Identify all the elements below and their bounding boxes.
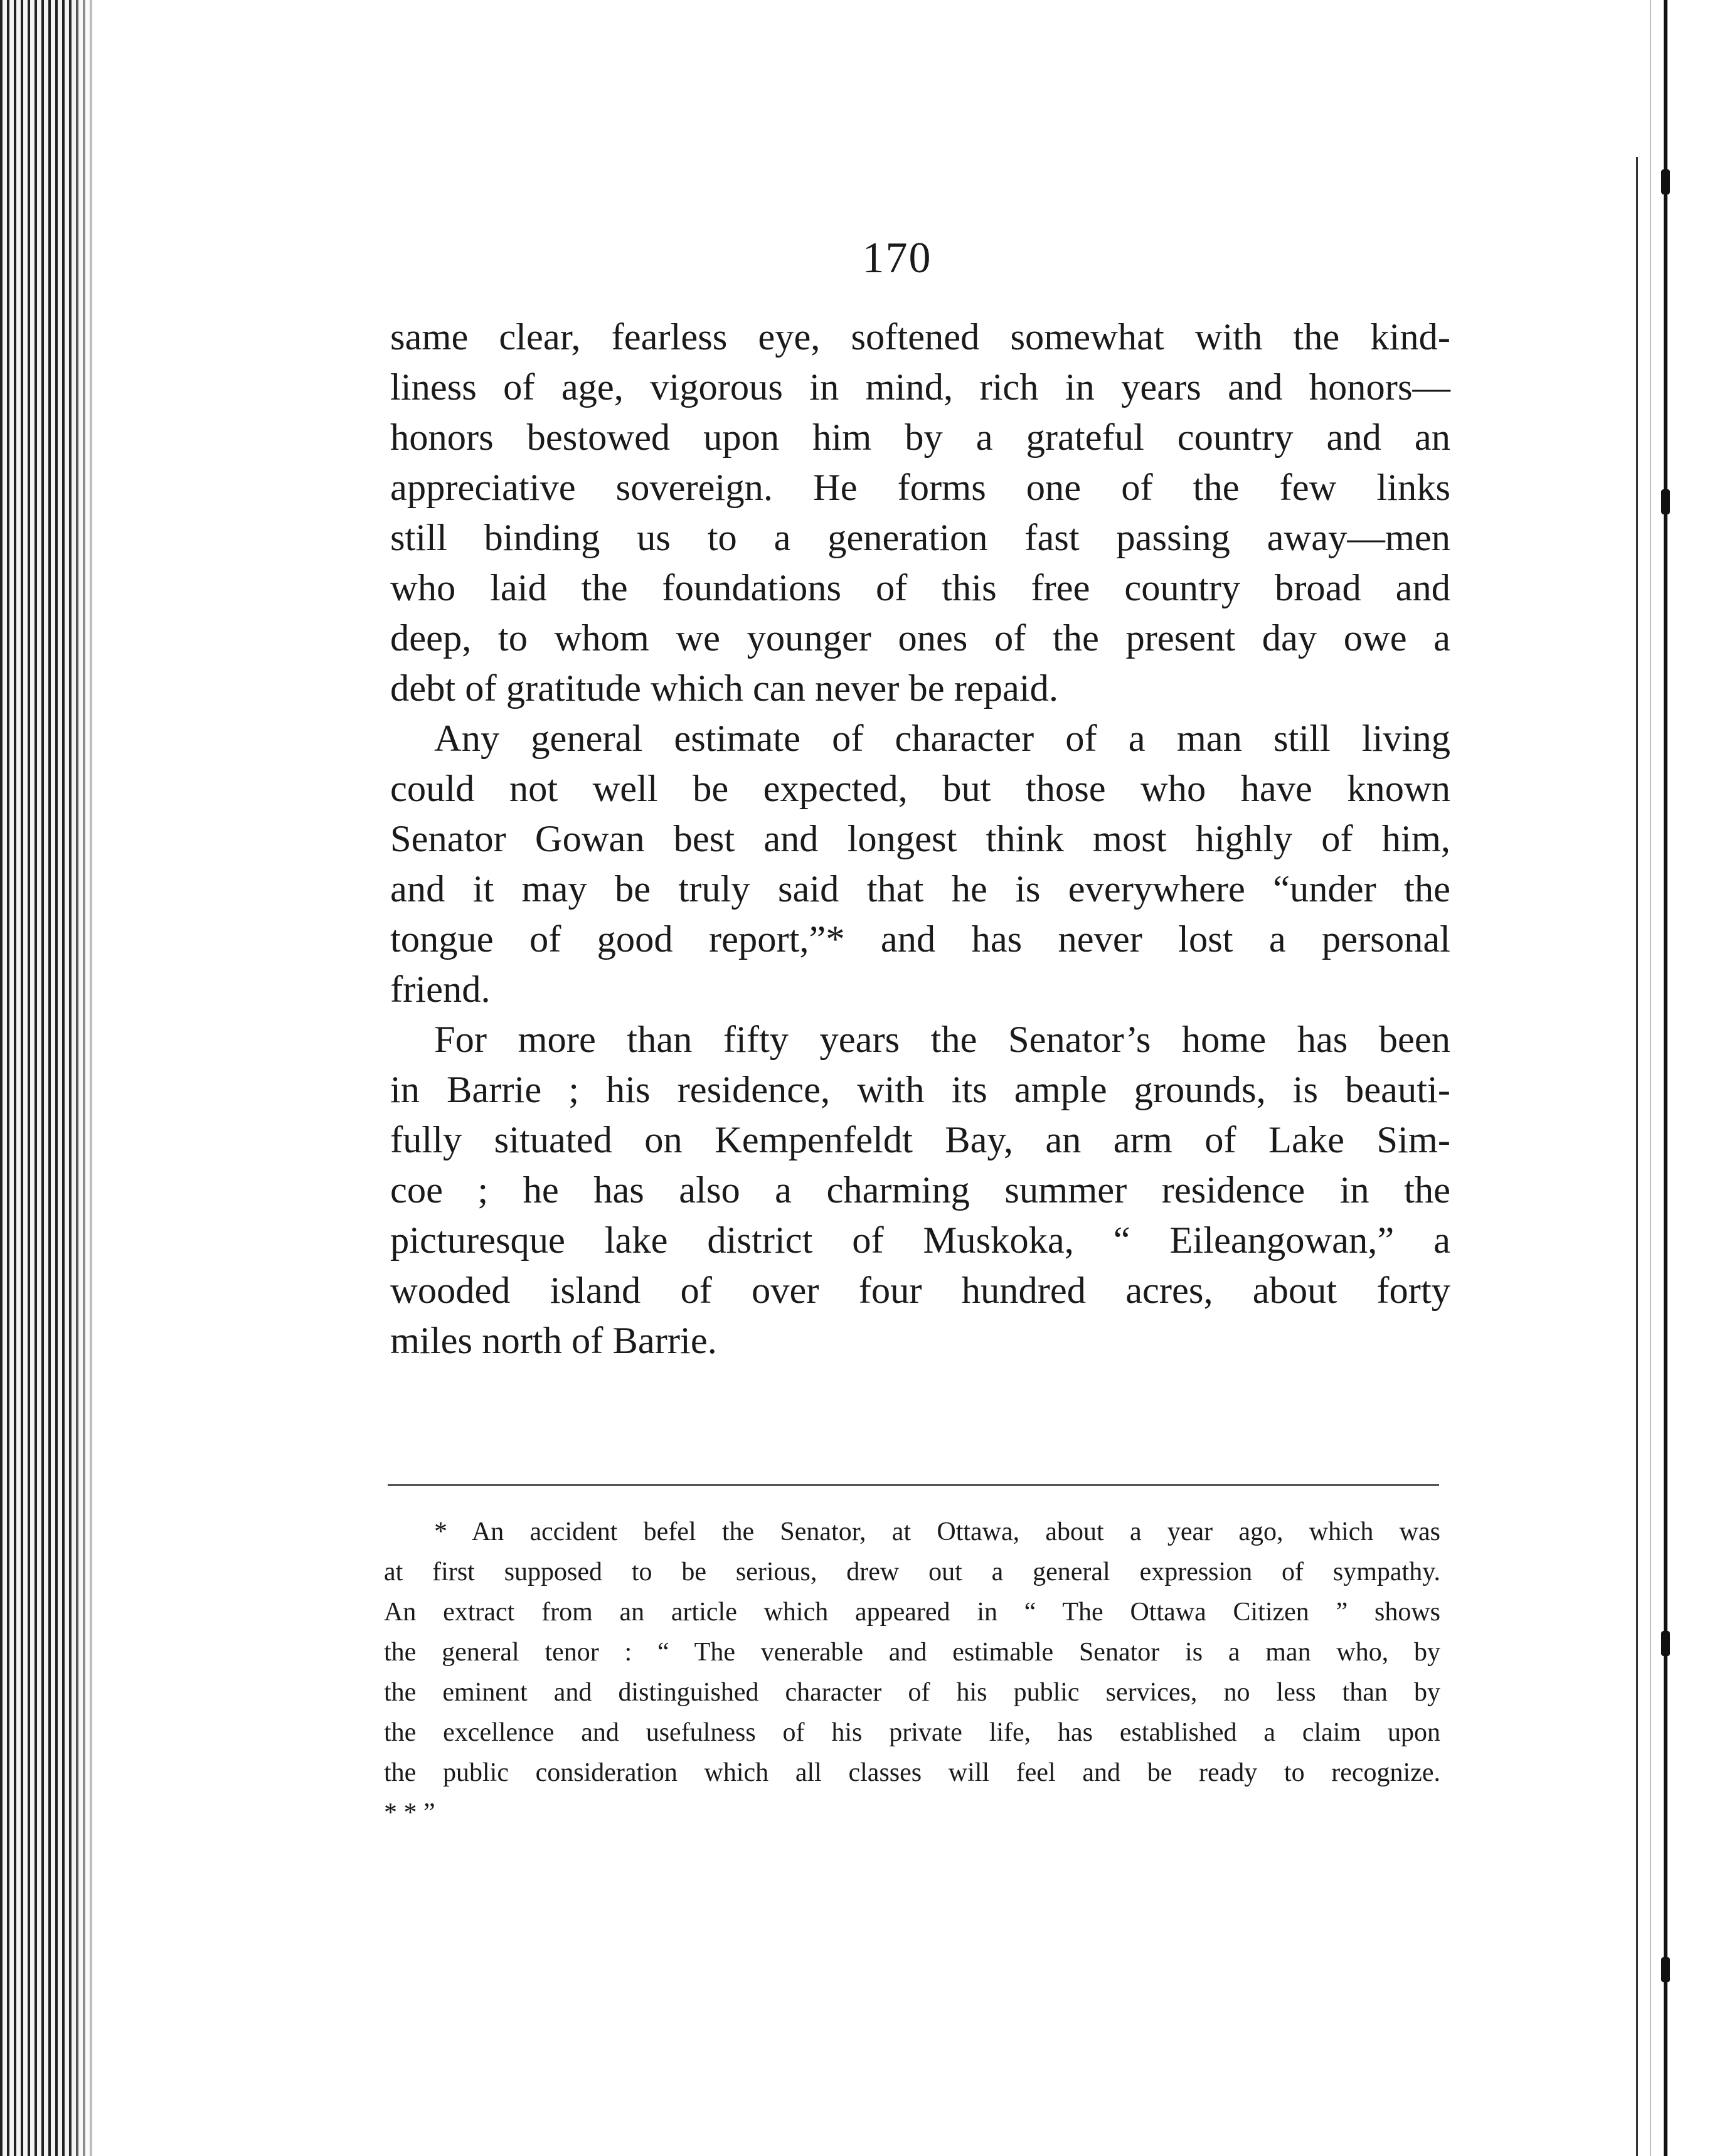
binding-mark [1661, 489, 1670, 514]
footnote-line: the public consideration which all classes will feel and be ready to recognize. [384, 1758, 1440, 1787]
binding-line-light [1650, 0, 1651, 2156]
text-line: who laid the foundations of this free country broad and [390, 567, 1450, 609]
text-line: miles north of Barrie. [390, 1320, 717, 1362]
footnote-line: the excellence and usefulness of his private life, has established a claim upon [384, 1718, 1440, 1747]
text-line: could not well be expected, but those who have known [390, 768, 1450, 810]
text-line: tongue of good report,”* and has never lost a personal [390, 918, 1450, 960]
page-number: 170 [862, 234, 932, 282]
text-line: honors bestowed upon him by a grateful country and an [390, 417, 1450, 459]
binding-line-thin [1636, 157, 1638, 2156]
text-line: Any general estimate of character of a man still living [434, 718, 1450, 760]
binding-line-dark [1664, 0, 1667, 2156]
text-line: in Barrie ; his residence, with its ample grounds, is beauti- [390, 1069, 1450, 1111]
text-line: wooded island of over four hundred acres, about forty [390, 1270, 1450, 1312]
text-line: still binding us to a generation fast passing away—men [390, 517, 1450, 559]
binding-mark [1661, 169, 1670, 194]
text-line: coe ; he has also a charming summer residence in the [390, 1169, 1450, 1211]
footnote-line: * An accident befel the Senator, at Ottawa, about a year ago, which was [434, 1517, 1440, 1546]
text-line: deep, to whom we younger ones of the present day owe a [390, 617, 1450, 659]
text-line: debt of gratitude which can never be repaid. [390, 667, 1059, 709]
text-line: appreciative sovereign. He forms one of the few links [390, 467, 1450, 509]
right-binding-edge [1625, 0, 1717, 2156]
text-line: liness of age, vigorous in mind, rich in years and honors— [390, 366, 1450, 408]
footnote-line: the eminent and distinguished character of his public services, no less than by [384, 1678, 1440, 1707]
text-line: picturesque lake district of Muskoka, “ Eileangowan,” a [390, 1219, 1450, 1261]
text-line: same clear, fearless eye, softened somewhat with the kind- [390, 316, 1450, 358]
text-line: friend. [390, 969, 491, 1011]
footnote-divider [388, 1484, 1439, 1486]
body-text [390, 312, 1450, 1366]
text-line: fully situated on Kempenfeldt Bay, an arm of Lake Sim- [390, 1119, 1450, 1161]
footnote-line: An extract from an article which appeared in “ The Ottawa Citizen ” shows [384, 1598, 1440, 1627]
binding-mark [1661, 1631, 1670, 1656]
binding-mark [1661, 1957, 1670, 1982]
text-line: and it may be truly said that he is everywhere “under the [390, 868, 1450, 910]
text-line: Senator Gowan best and longest think most highly of him, [390, 818, 1450, 860]
footnote-line: * * ” [384, 1798, 435, 1827]
left-page-edge-fade [69, 0, 100, 2156]
footnote-line: at first supposed to be serious, drew out a general expression of sympathy. [384, 1558, 1440, 1586]
text-line: For more than fifty years the Senator’s home has been [434, 1019, 1450, 1061]
footnote-line: the general tenor : “ The venerable and estimable Senator is a man who, by [384, 1638, 1440, 1667]
footnote [384, 1512, 1440, 1833]
